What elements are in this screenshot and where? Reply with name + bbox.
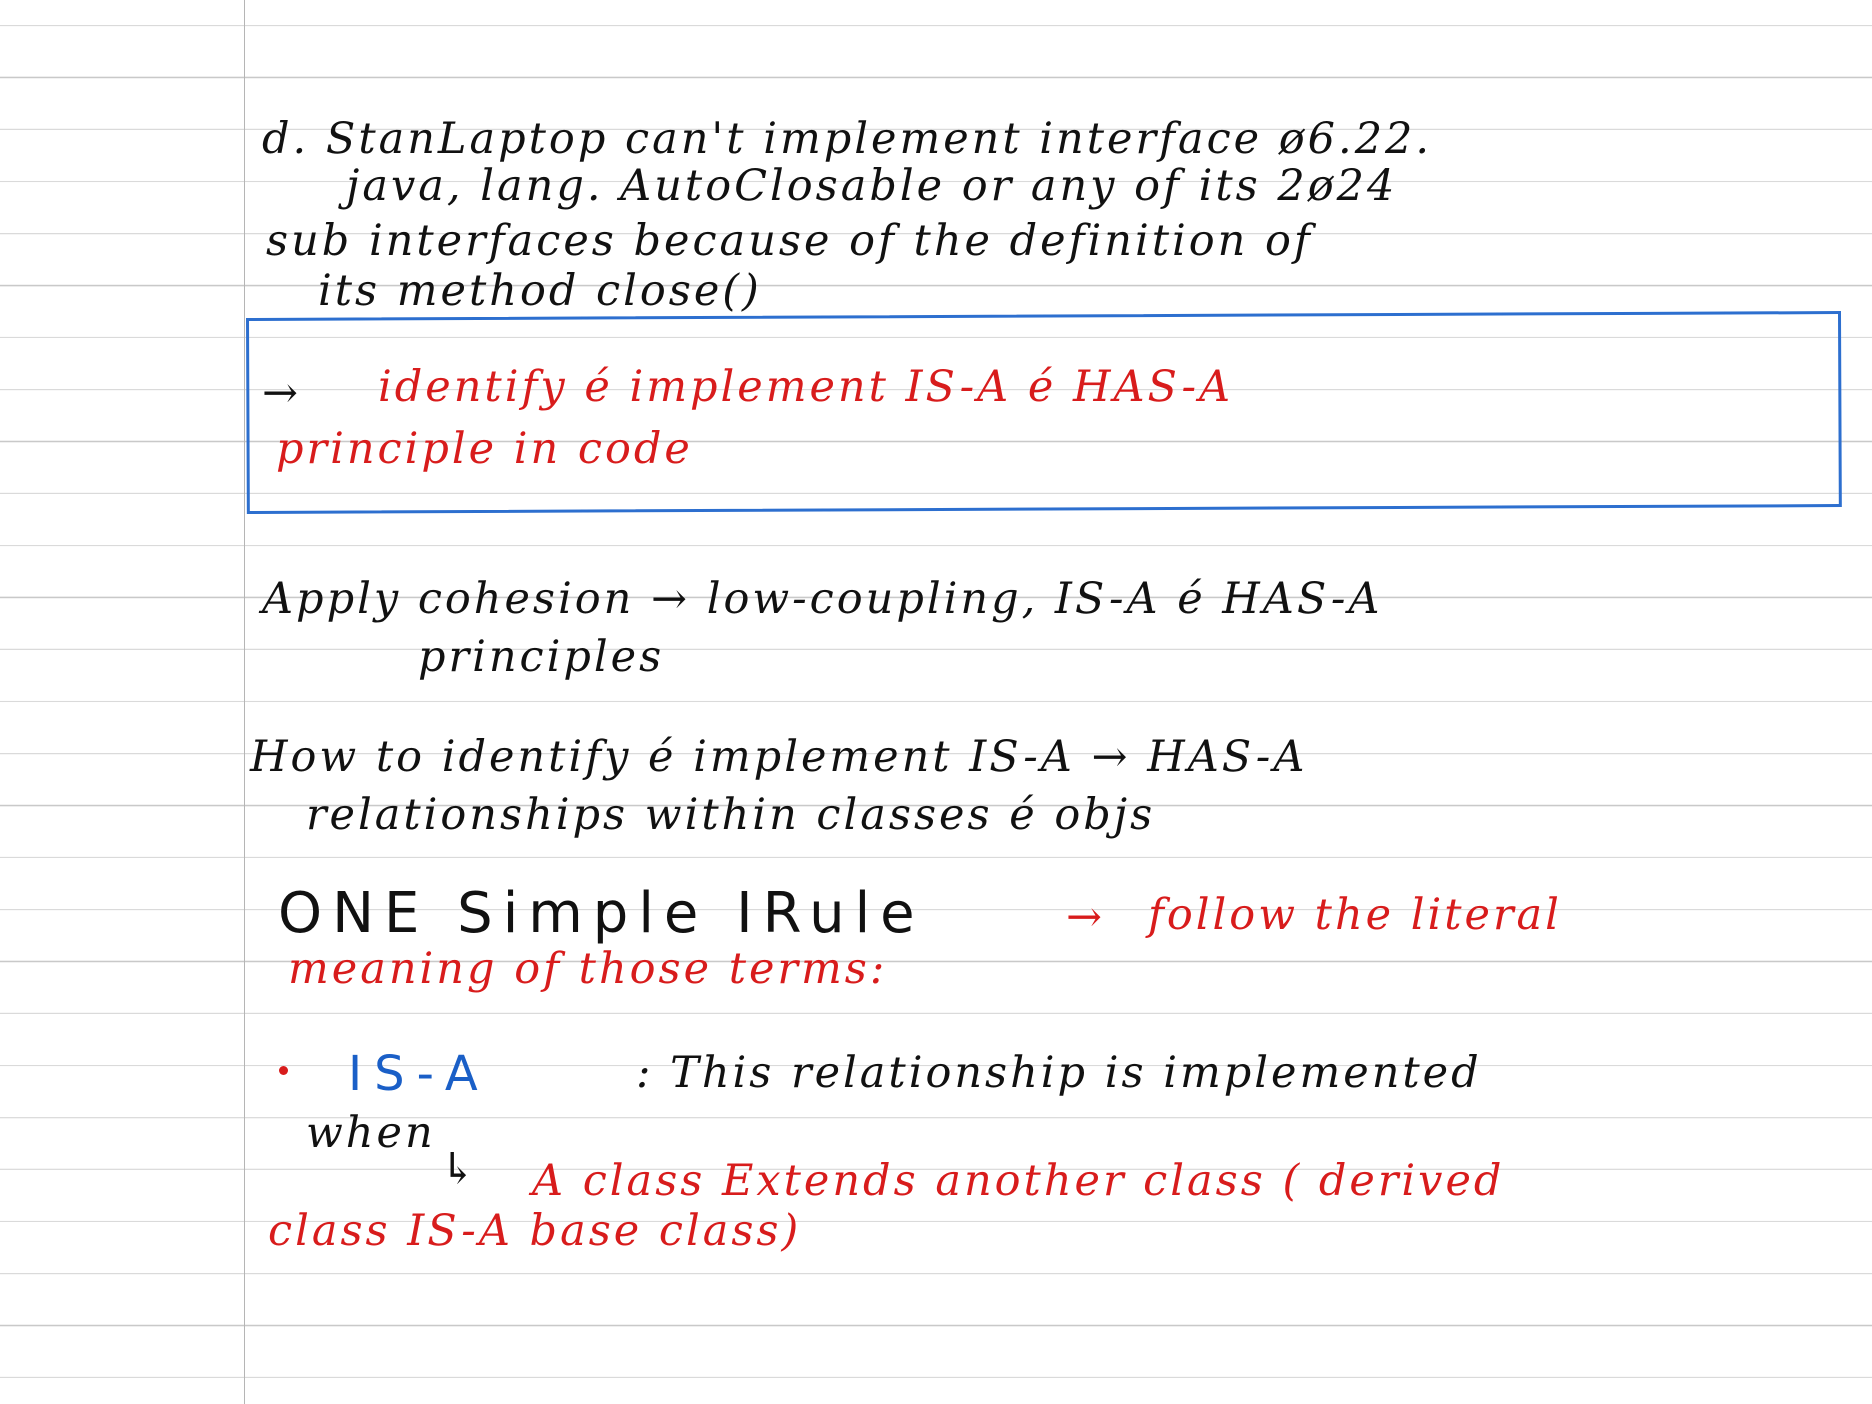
bullet-dot <box>279 1066 288 1075</box>
rule-heading: ONE Simple IRule <box>278 881 925 946</box>
is-a-term: IS-A <box>348 1046 490 1102</box>
apply-line-1: Apply cohesion → low-coupling, IS-A é HAS-A <box>262 574 1383 624</box>
is-a-arrow-icon: ↳ <box>440 1144 480 1194</box>
apply-line-2: principles <box>418 632 665 682</box>
right-arrow-icon: → <box>262 368 302 418</box>
boxed-line-2: principle in code <box>276 424 693 474</box>
section-d-line-4: its method close() <box>318 266 762 316</box>
rule-line-2: meaning of those terms: <box>288 944 888 994</box>
section-d-line-1: d. StanLaptop can't implement interface ø6.22. <box>262 114 1433 164</box>
rule-arrow-icon: → <box>1066 892 1106 942</box>
is-a-line-3: class IS-A base class) <box>268 1206 802 1256</box>
how-to-line-1: How to identify é implement IS-A → HAS-A <box>250 732 1308 782</box>
highlight-box <box>246 311 1842 514</box>
boxed-line-1: identify é implement IS-A é HAS-A <box>378 362 1234 412</box>
is-a-line-1-rest: : This relationship is implemented <box>636 1048 1482 1098</box>
section-d-line-3: sub interfaces because of the definition of <box>266 216 1313 266</box>
rule-rest: follow the literal <box>1148 890 1562 940</box>
how-to-line-2: relationships within classes é objs <box>306 790 1156 840</box>
page-margin-line <box>244 0 245 1404</box>
section-d-line-2: java, lang. AutoClosable or any of its 2ø24 <box>346 161 1398 211</box>
is-a-when: when <box>306 1108 436 1158</box>
is-a-line-2-rest: A class Extends another class ( derived <box>532 1156 1505 1206</box>
